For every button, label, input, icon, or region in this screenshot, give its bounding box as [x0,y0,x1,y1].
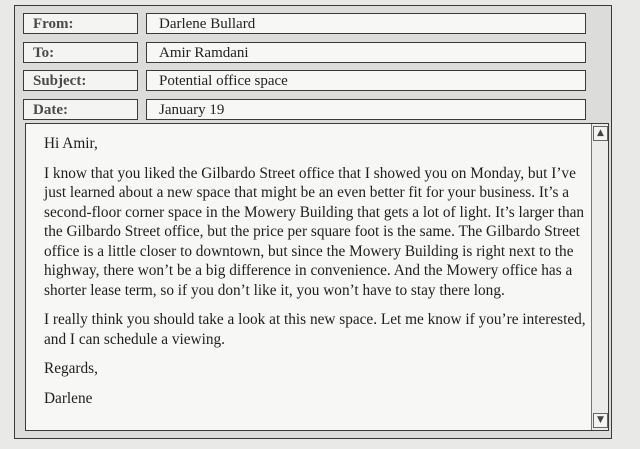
date-field[interactable]: January 19 [146,99,586,120]
paragraph-1: I know that you liked the Gilbardo Street office that I showed you on Monday, but I’ve just learned about a new space that might be an even better fit for your business. It’s a second-floor corner space in the Mowery Building that gets a lot of light. It’s larger than the Gilbardo Street office, but the price per square foot is the same. The Gilbardo Street office is a little closer to downtown, but since the Mowery Building is right next to the highway, there won’t be a big difference in convenience. And the Mowery office has a shorter lease term, so if you don’t like it, you won’t have to stay there long. [44,164,585,299]
scroll-down-icon[interactable]: ▼ [593,413,608,428]
signature: Darlene [44,389,93,407]
email-window [14,5,612,439]
to-label: To: [23,42,138,63]
scroll-up-icon[interactable]: ▲ [593,126,608,141]
to-field[interactable]: Amir Ramdani [146,42,586,63]
subject-field[interactable]: Potential office space [146,70,586,91]
subject-label: Subject: [23,70,138,91]
closing: Regards, [44,360,98,377]
message-body[interactable] [25,123,609,431]
from-field[interactable]: Darlene Bullard [146,13,586,34]
from-label: From: [23,13,138,34]
message-content [44,134,589,418]
paragraph-2: I really think you should take a look at this new space. Let me know if you’re interested, and I can schedule a viewing. [44,311,586,348]
date-label: Date: [23,99,138,120]
greeting: Hi Amir, [44,135,98,152]
scrollbar[interactable] [591,124,608,430]
